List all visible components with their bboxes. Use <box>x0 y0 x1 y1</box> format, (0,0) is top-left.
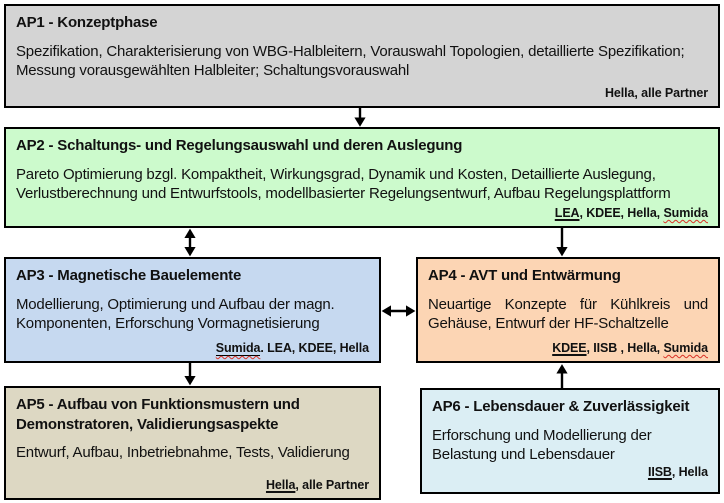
partner-label: Hella <box>265 478 296 492</box>
arrow-ap3-ap5-down-icon <box>184 363 195 385</box>
arrow-ap6-ap4-up-icon <box>556 364 567 388</box>
arrow-ap3-ap4-double-icon <box>382 305 416 316</box>
box-ap4-title: AP4 - AVT und Entwärmung <box>428 267 621 284</box>
box-ap6-title: AP6 - Lebensdauer & Zuverlässigkeit <box>432 398 690 415</box>
box-ap4-partners <box>428 341 708 355</box>
partner-label: Sumida <box>663 341 708 355</box>
box-ap6-partners <box>432 465 708 479</box>
arrow-ap1-ap2-down-icon <box>354 108 365 127</box>
arrow-ap2-ap3-double-icon <box>184 229 195 257</box>
box-ap2-schaltungsauswahl <box>4 127 720 228</box>
box-ap3-title: AP3 - Magnetische Bauelemente <box>16 267 242 284</box>
box-ap2-description: Pareto Optimierung bzgl. Kompaktheit, Wirkungsgrad, Dynamik und Kosten, Detaillierte Auslegung, Verlustberechnung und Entwurfstools, modellbasierter Regelungsentwurf, Aufbau Regelungsplattform <box>16 165 671 203</box>
arrow-ap2-ap4-down-icon <box>556 228 567 256</box>
box-ap2-title: AP2 - Schaltungs- und Regelungsauswahl und deren Auslegung <box>16 137 463 154</box>
partner-label: KDEE <box>552 341 587 355</box>
partner-label: IISB <box>647 465 672 480</box>
box-ap3-magnetische-bauelemente <box>4 257 381 363</box>
box-ap1-description: Spezifikation, Charakterisierung von WBG-Halbleitern, Vorauswahl Topologien, detaillierte Spezifikation; Messung vorausgewählten Halbleiter; Schaltungsvorauswahl <box>16 42 685 80</box>
box-ap3-description: Modellierung, Optimierung und Aufbau der magn. Komponenten, Erforschung Vormagnetisierung <box>16 295 335 333</box>
box-ap5-title: AP5 - Aufbau von Funktionsmustern und Demonstratoren, Validierungsaspekte <box>16 396 300 433</box>
box-ap3-partners <box>16 341 369 355</box>
box-ap4-avt-entwaermung <box>416 257 720 363</box>
box-ap5-funktionsmuster <box>4 386 381 500</box>
partner-label: , Hella <box>671 465 708 480</box>
partner-label: . LEA, KDEE, Hella <box>260 341 369 355</box>
box-ap2-partners <box>16 206 708 220</box>
partner-label: , KDEE, Hella, <box>579 206 664 220</box>
box-ap6-lebensdauer <box>420 388 720 494</box>
box-ap1-konzeptphase <box>4 4 720 108</box>
partner-label: Sumida <box>215 341 261 355</box>
box-ap4-description: Neuartige Konzepte für Kühlkreis und Gehäuse, Entwurf der HF-Schaltzelle <box>428 295 708 333</box>
box-ap1-partners <box>16 86 708 100</box>
box-ap6-description: Erforschung und Modellierung der Belastung und Lebensdauer <box>432 426 652 464</box>
partner-label: Hella, alle Partner <box>604 86 708 100</box>
partner-label: LEA <box>554 206 580 220</box>
partner-label: Sumida <box>663 206 708 220</box>
partner-label: , IISB , Hella, <box>586 341 664 355</box>
box-ap1-title: AP1 - Konzeptphase <box>16 14 158 31</box>
partner-label: , alle Partner <box>295 478 369 492</box>
box-ap5-partners <box>16 478 369 492</box>
box-ap5-description: Entwurf, Aufbau, Inbetriebnahme, Tests, Validierung <box>16 444 350 461</box>
